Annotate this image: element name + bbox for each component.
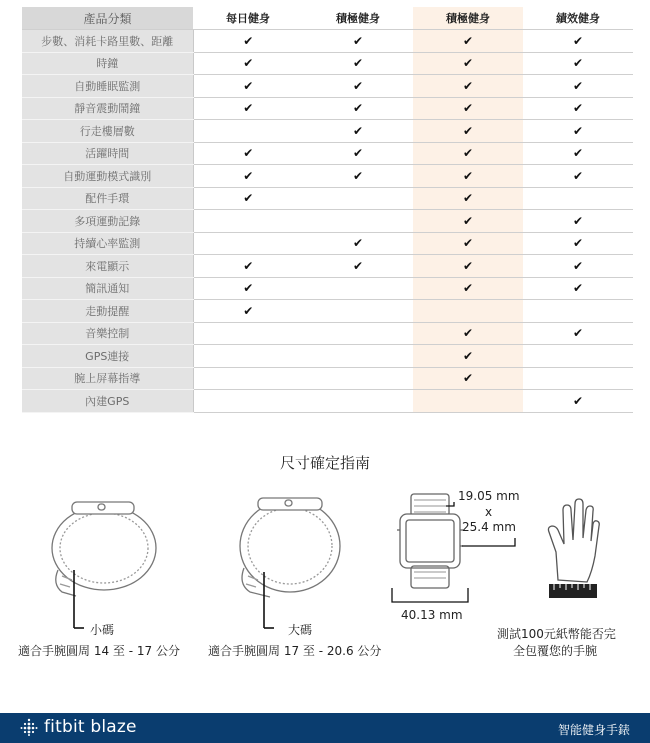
feature-cell — [193, 210, 303, 233]
feature-cell — [413, 142, 523, 165]
check-icon: ✔ — [243, 78, 254, 93]
table-row — [22, 367, 633, 390]
feature-cell — [193, 120, 303, 143]
feature-cell — [193, 75, 303, 98]
check-icon: ✔ — [243, 258, 254, 273]
check-icon: ✔ — [572, 168, 584, 183]
feature-name: 配件手環 — [22, 187, 193, 210]
header-product-1: 每日健身 — [193, 7, 303, 30]
table-row — [22, 277, 633, 300]
check-icon: ✔ — [352, 33, 364, 48]
table-row — [22, 322, 633, 345]
feature-cell — [193, 277, 303, 300]
feature-name: 時鐘 — [22, 52, 193, 75]
feature-cell — [303, 255, 413, 278]
check-icon: ✔ — [572, 326, 584, 341]
check-icon: ✔ — [352, 168, 364, 183]
fitbit-dots-icon — [20, 718, 38, 736]
check-icon: ✔ — [462, 123, 474, 138]
check-icon: ✔ — [462, 146, 474, 161]
check-icon: ✔ — [462, 56, 474, 71]
check-icon: ✔ — [462, 281, 474, 296]
feature-name: 自動運動模式識別 — [22, 165, 193, 188]
feature-cell — [193, 232, 303, 255]
check-icon: ✔ — [462, 191, 474, 206]
feature-cell — [193, 345, 303, 368]
check-icon: ✔ — [352, 78, 364, 93]
feature-cell — [523, 187, 633, 210]
wrist-test-line-2: 全包覆您的手腕 — [513, 644, 598, 658]
check-icon: ✔ — [462, 168, 474, 183]
large-size-desc: 適合手腕圓周 17 至 - 20.6 公分 — [208, 644, 382, 658]
table-row — [22, 75, 633, 98]
feature-cell — [303, 345, 413, 368]
feature-cell — [523, 30, 633, 53]
check-icon: ✔ — [572, 56, 584, 71]
check-icon: ✔ — [572, 258, 584, 273]
feature-cell — [523, 75, 633, 98]
feature-cell — [193, 300, 303, 323]
feature-cell — [303, 97, 413, 120]
feature-cell — [413, 165, 523, 188]
check-icon: ✔ — [572, 146, 584, 161]
feature-cell — [413, 187, 523, 210]
feature-cell — [303, 165, 413, 188]
check-icon: ✔ — [462, 371, 474, 386]
feature-cell — [523, 345, 633, 368]
feature-name: 步數、消耗卡路里數、距離 — [22, 30, 193, 53]
feature-cell — [523, 277, 633, 300]
table-row — [22, 390, 633, 413]
feature-cell — [193, 97, 303, 120]
feature-cell — [193, 142, 303, 165]
feature-cell — [523, 210, 633, 233]
feature-name: 持續心率監測 — [22, 232, 193, 255]
feature-cell — [303, 52, 413, 75]
feature-cell — [303, 210, 413, 233]
feature-cell — [303, 30, 413, 53]
small-band-icon — [52, 502, 156, 596]
header-product-4: 績效健身 — [523, 7, 633, 30]
table-row — [22, 52, 633, 75]
check-icon: ✔ — [462, 236, 474, 251]
check-icon: ✔ — [572, 236, 584, 251]
header-product-3: 積極健身 — [413, 7, 523, 30]
small-size-label: 小碼 — [90, 623, 115, 637]
feature-cell — [523, 367, 633, 390]
dimension-depth: 25.4 mm — [462, 520, 516, 534]
table-row — [22, 97, 633, 120]
footer-bar — [0, 713, 650, 743]
width-dimension-line — [392, 588, 468, 602]
check-icon: ✔ — [572, 393, 584, 408]
table-row — [22, 232, 633, 255]
header-product-2: 積極健身 — [303, 7, 413, 30]
dimension-width: 40.13 mm — [401, 608, 463, 622]
check-icon: ✔ — [572, 78, 584, 93]
check-icon: ✔ — [352, 146, 364, 161]
check-icon: ✔ — [243, 303, 254, 318]
feature-name: 多項運動記錄 — [22, 210, 193, 233]
feature-cell — [193, 165, 303, 188]
check-icon: ✔ — [352, 258, 364, 273]
check-icon: ✔ — [462, 348, 474, 363]
feature-name: 行走樓層數 — [22, 120, 193, 143]
check-icon: ✔ — [462, 258, 474, 273]
feature-name: 走動提醒 — [22, 300, 193, 323]
feature-name: 腕上屏幕指導 — [22, 367, 193, 390]
feature-cell — [523, 300, 633, 323]
feature-name: 音樂控制 — [22, 322, 193, 345]
feature-cell — [413, 255, 523, 278]
table-row — [22, 120, 633, 143]
check-icon: ✔ — [352, 101, 364, 116]
check-icon: ✔ — [243, 281, 254, 296]
brand-logo — [20, 717, 137, 737]
feature-cell — [303, 277, 413, 300]
table-row — [22, 255, 633, 278]
check-icon: ✔ — [243, 168, 254, 183]
feature-cell — [413, 300, 523, 323]
dimension-height: 19.05 mm — [458, 489, 520, 503]
check-icon: ✔ — [243, 101, 254, 116]
feature-name: 自動睡眠監測 — [22, 75, 193, 98]
watch-dimension-icon — [397, 494, 463, 588]
feature-cell — [303, 322, 413, 345]
comparison-table — [22, 7, 633, 413]
feature-cell — [523, 97, 633, 120]
feature-cell — [303, 232, 413, 255]
feature-cell — [413, 390, 523, 413]
feature-name: 簡訊通知 — [22, 277, 193, 300]
wrist-test-line-1: 測試100元紙幣能否完 — [497, 627, 616, 641]
check-icon: ✔ — [572, 33, 584, 48]
feature-cell — [523, 322, 633, 345]
feature-cell — [413, 345, 523, 368]
check-icon: ✔ — [462, 101, 474, 116]
check-icon: ✔ — [243, 33, 254, 48]
check-icon: ✔ — [243, 146, 254, 161]
feature-cell — [193, 367, 303, 390]
large-band-icon — [240, 498, 340, 597]
height-dimension-line — [446, 502, 454, 506]
small-size-desc: 適合手腕圓周 14 至 - 17 公分 — [18, 644, 180, 658]
check-icon: ✔ — [572, 213, 584, 228]
large-size-label: 大碼 — [288, 623, 313, 637]
table-row — [22, 210, 633, 233]
table-header-row — [22, 7, 633, 30]
feature-cell — [523, 390, 633, 413]
feature-cell — [413, 120, 523, 143]
feature-cell — [523, 142, 633, 165]
feature-name: 來電顯示 — [22, 255, 193, 278]
dimension-x: x — [485, 505, 493, 519]
feature-cell — [193, 255, 303, 278]
table-row — [22, 30, 633, 53]
footer-tagline: 智能健身手錶 — [557, 723, 630, 737]
feature-name: 內建GPS — [22, 390, 193, 413]
hand-icon — [548, 499, 599, 582]
feature-cell — [413, 30, 523, 53]
feature-cell — [193, 322, 303, 345]
check-icon: ✔ — [462, 213, 474, 228]
table-row — [22, 187, 633, 210]
feature-cell — [413, 75, 523, 98]
feature-name: 活躍時間 — [22, 142, 193, 165]
feature-cell — [413, 277, 523, 300]
depth-dimension-line — [462, 538, 515, 546]
feature-cell — [193, 30, 303, 53]
feature-cell — [413, 210, 523, 233]
check-icon: ✔ — [572, 101, 584, 116]
feature-cell — [413, 97, 523, 120]
table-row — [22, 142, 633, 165]
feature-cell — [523, 52, 633, 75]
check-icon: ✔ — [243, 191, 254, 206]
feature-cell — [303, 142, 413, 165]
feature-name: GPS連接 — [22, 345, 193, 368]
table-row — [22, 345, 633, 368]
feature-cell — [413, 367, 523, 390]
table-body — [22, 30, 633, 413]
table-row — [22, 165, 633, 188]
check-icon: ✔ — [462, 33, 474, 48]
check-icon: ✔ — [352, 123, 364, 138]
feature-cell — [413, 52, 523, 75]
feature-cell — [523, 232, 633, 255]
feature-cell — [523, 120, 633, 143]
feature-cell — [193, 390, 303, 413]
feature-cell — [523, 255, 633, 278]
size-guide-title: 尺寸確定指南 — [279, 454, 370, 472]
feature-cell — [413, 322, 523, 345]
check-icon: ✔ — [352, 56, 364, 71]
header-category: 產品分類 — [22, 7, 193, 30]
feature-name: 靜音震動鬧鐘 — [22, 97, 193, 120]
feature-cell — [303, 187, 413, 210]
brand-name: fitbit blaze — [44, 717, 137, 737]
feature-cell — [193, 187, 303, 210]
feature-cell — [523, 165, 633, 188]
check-icon: ✔ — [462, 326, 474, 341]
check-icon: ✔ — [462, 78, 474, 93]
feature-cell — [303, 367, 413, 390]
feature-cell — [303, 300, 413, 323]
feature-cell — [303, 390, 413, 413]
check-icon: ✔ — [572, 281, 584, 296]
table-row — [22, 300, 633, 323]
check-icon: ✔ — [352, 236, 364, 251]
feature-cell — [193, 52, 303, 75]
check-icon: ✔ — [243, 56, 254, 71]
feature-cell — [413, 232, 523, 255]
check-icon: ✔ — [572, 123, 584, 138]
feature-cell — [303, 75, 413, 98]
feature-cell — [303, 120, 413, 143]
